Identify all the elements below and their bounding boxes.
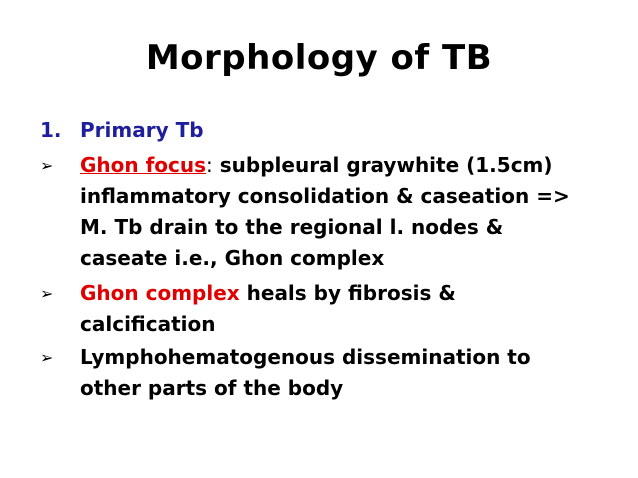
bullet-line: other parts of the body (80, 376, 344, 400)
arrow-bullet-icon: ➢ (40, 284, 54, 303)
arrow-bullet-icon: ➢ (40, 348, 54, 367)
bullet-term: Ghon focus (80, 153, 207, 177)
bullet-ghon-complex (40, 278, 600, 340)
item-number: 1. (40, 118, 62, 142)
slide-title: Morphology of TB (145, 38, 493, 78)
bullet-line: heals by fibrosis & (239, 281, 456, 305)
bullet-line: inflammatory consolidation & caseation => (80, 184, 570, 208)
bullet-line: subpleural graywhite (1.5cm) (212, 153, 553, 177)
term-separator: : (206, 153, 213, 177)
arrow-bullet-icon: ➢ (40, 156, 54, 175)
bullet-line: Lymphohematogenous dissemination to (80, 345, 531, 369)
bullet-dissemination (40, 342, 600, 404)
bullet-term: Ghon complex (80, 281, 240, 305)
bullet-ghon-focus (40, 150, 600, 274)
bullet-line: M. Tb drain to the regional l. nodes & (80, 215, 504, 239)
item-text: Primary Tb (80, 118, 204, 142)
numbered-item-primary-tb (40, 118, 204, 142)
bullet-line: caseate i.e., Ghon complex (80, 246, 385, 270)
bullet-line: calcification (80, 312, 216, 336)
